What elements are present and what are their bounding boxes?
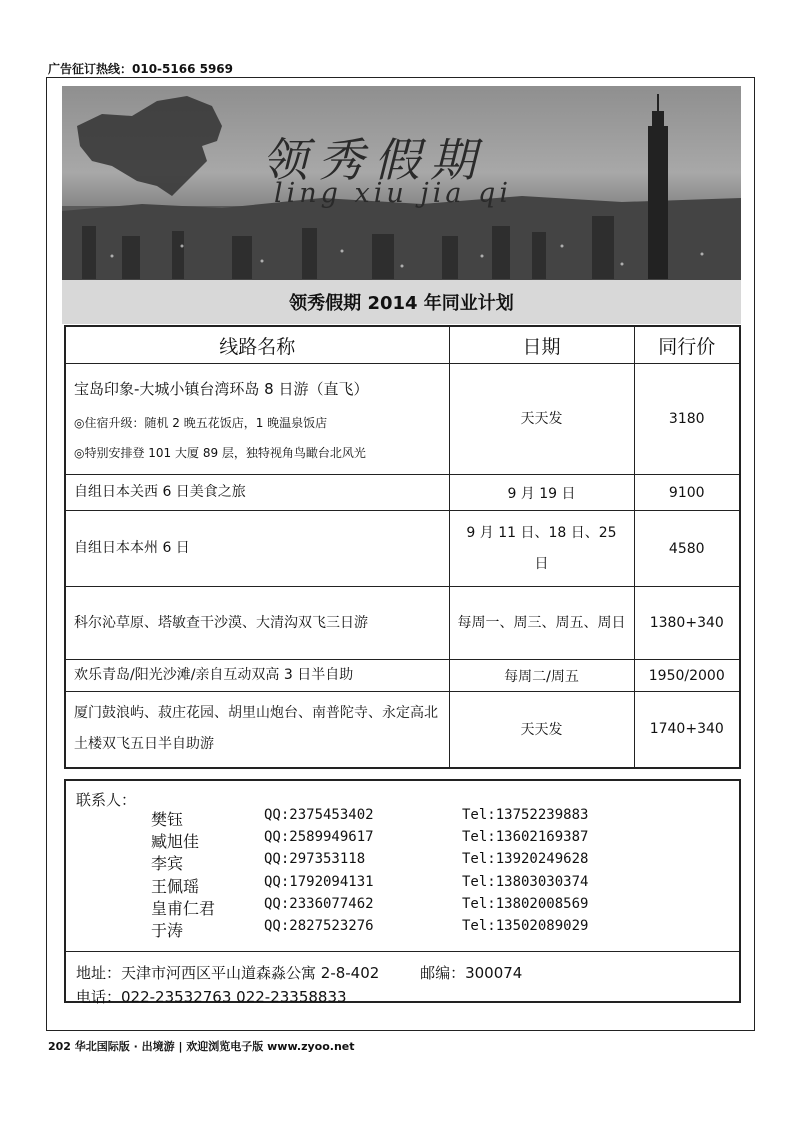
route-note: ◎特别安排登 101 大厦 89 层，独特视角鸟瞰台北风光	[74, 446, 366, 460]
price-cell: 1380+340	[634, 587, 740, 660]
header-price: 同行价	[634, 326, 740, 364]
price-cell: 4580	[634, 511, 740, 587]
date-cell: 天天发	[449, 692, 634, 768]
plan-title: 领秀假期 2014 年同业计划	[62, 279, 741, 324]
contact-box	[64, 779, 741, 1006]
header-date: 日期	[449, 326, 634, 364]
contact-qq: QQ:2336077462	[264, 896, 374, 912]
table-row	[65, 660, 740, 692]
route-cell	[65, 364, 449, 475]
table-row	[65, 475, 740, 511]
date-cell: 每周二/周五	[449, 660, 634, 692]
table-header	[65, 326, 740, 364]
address: 地址：天津市河西区平山道森淼公寓 2-8-402	[76, 964, 380, 982]
date-cell: 每周一、周三、周五、周日	[449, 587, 634, 660]
route-cell: 自组日本关西 6 日美食之旅	[65, 475, 449, 511]
contact-tel: Tel:13752239883	[462, 807, 589, 823]
contact-qq: QQ:297353118	[264, 851, 366, 867]
contact-tel: Tel:13920249628	[462, 851, 589, 867]
brand-chinese: 领秀假期	[262, 133, 486, 187]
route-cell: 科尔沁草原、塔敏查干沙漠、大清沟双飞三日游	[65, 587, 449, 660]
contact-qq: QQ:2827523276	[264, 918, 374, 934]
price-cell: 9100	[634, 475, 740, 511]
contact-tel: Tel:13803030374	[462, 874, 589, 890]
price-cell: 3180	[634, 364, 740, 475]
page-footer: 202 华北国际版 · 出境游 | 欢迎浏览电子版 www.zyoo.net	[48, 1040, 355, 1053]
contact-name: 王佩瑶	[151, 877, 200, 896]
contact-tel: Tel:13802008569	[462, 896, 589, 912]
route-name: 宝岛印象-大城小镇台湾环岛 8 日游（直飞）	[74, 380, 369, 398]
contact-tel: Tel:13502089029	[462, 918, 589, 934]
table-row	[65, 511, 740, 587]
plan-table	[64, 325, 741, 769]
contacts-label: 联系人：	[76, 791, 137, 809]
postcode: 邮编：300074	[420, 964, 523, 982]
date-cell: 9 月 19 日	[449, 475, 634, 511]
phone-line: 电话：022-23532763 022-23358833	[76, 988, 347, 1006]
header-route: 线路名称	[65, 326, 449, 364]
table-row	[65, 692, 740, 768]
contact-qq: QQ:1792094131	[264, 874, 374, 890]
date-cell: 天天发	[449, 364, 634, 475]
divider	[66, 951, 739, 952]
contact-name: 樊钰	[151, 810, 184, 829]
table-row	[65, 587, 740, 660]
contact-name: 皇甫仁君	[151, 899, 216, 918]
ad-hotline: 广告征订热线：010-5166 5969	[48, 62, 234, 76]
brand-pinyin: ling xiu jia qi	[274, 178, 512, 209]
contact-tel: Tel:13602169387	[462, 829, 589, 845]
route-cell: 自组日本本州 6 日	[65, 511, 449, 587]
banner	[62, 86, 741, 279]
route-cell: 厦门鼓浪屿、菽庄花园、胡里山炮台、南普陀寺、永定高北土楼双飞五日半自助游	[65, 692, 449, 768]
price-cell: 1740+340	[634, 692, 740, 768]
date-cell: 9 月 11 日、18 日、25 日	[449, 511, 634, 587]
taipei-101-tower	[648, 94, 668, 279]
contact-name: 臧旭佳	[151, 832, 200, 851]
contact-qq: QQ:2589949617	[264, 829, 374, 845]
contact-name: 于涛	[151, 921, 184, 940]
contact-name: 李宾	[151, 854, 184, 873]
route-note: ◎住宿升级：随机 2 晚五花饭店，1 晚温泉饭店	[74, 416, 328, 430]
route-cell: 欢乐青岛/阳光沙滩/亲自互动双高 3 日半自助	[65, 660, 449, 692]
contact-qq: QQ:2375453402	[264, 807, 374, 823]
price-cell: 1950/2000	[634, 660, 740, 692]
address-line	[76, 962, 522, 983]
table-row	[65, 364, 740, 475]
